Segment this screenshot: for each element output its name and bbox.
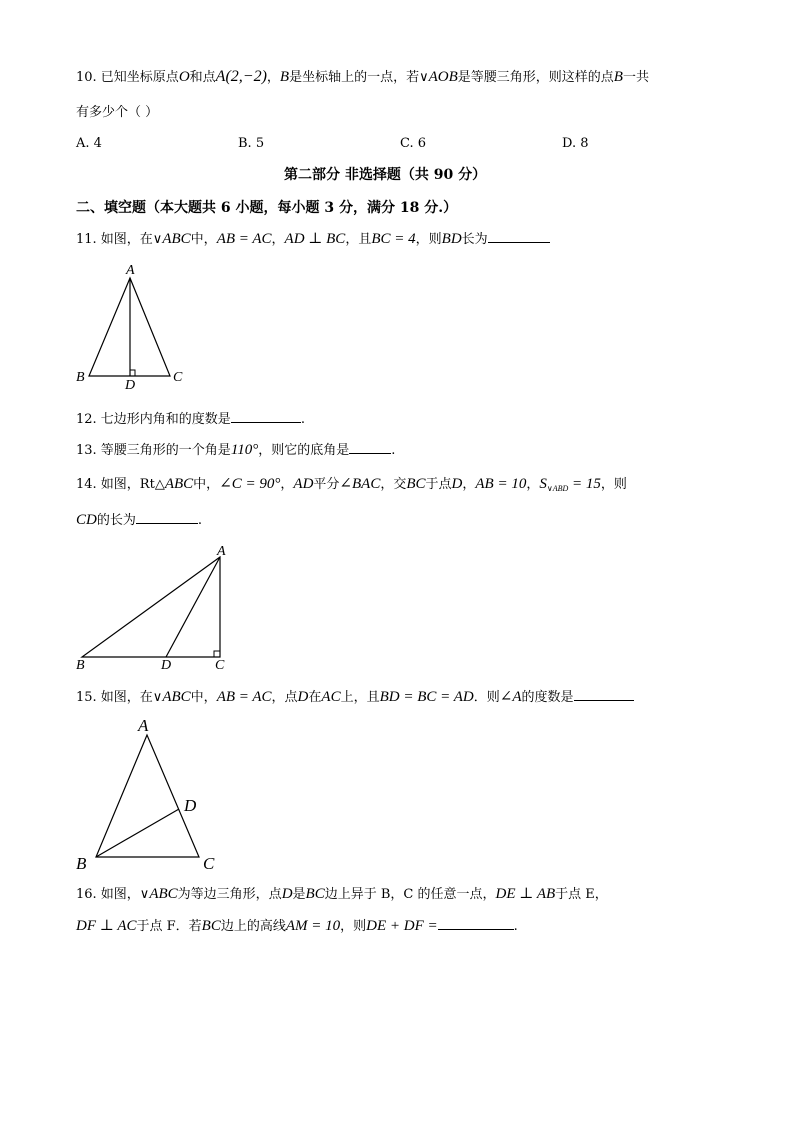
- q10-line2: 有多少个（ ）: [76, 105, 159, 120]
- fig11-label-d: D: [125, 378, 136, 393]
- fig15-label-d: D: [184, 796, 197, 815]
- fig15-label-a: A: [138, 716, 149, 735]
- q11-line: 11. 如图，在∨ABC中，AB = AC，AD ⊥ BC，且BC = 4，则BD长为: [76, 230, 550, 249]
- q10-line1: 10. 已知坐标原点O和点A(2,−2)，B是坐标轴上的一点，若∨AOB是等腰三角形，则这样的点B一共: [76, 68, 649, 85]
- q14-line1: 14. 如图，Rt△ABC中，∠C = 90°，AD平分∠BAC，交BC于点D，AB = 10，$S_{\vee ABD} = 15$，则: [76, 476, 627, 493]
- part2-title: 第二部分 非选择题（共 90 分）: [284, 167, 487, 183]
- fig11-label-c: C: [173, 370, 183, 385]
- fig14-label-d: D: [161, 658, 172, 673]
- q15-line: 15. 如图，在∨ABC中，AB = AC，点D在AC上，且BD = BC = AD．则∠A的度数是: [76, 688, 634, 707]
- q14-answer-blank[interactable]: [136, 511, 198, 524]
- q14-line2: CD的长为 .: [76, 512, 202, 528]
- q10-option-a: A. 4: [76, 136, 102, 151]
- fig11-label-b: B: [76, 370, 85, 385]
- q12-line: 12. 七边形内角和的度数是 .: [76, 412, 305, 427]
- q10-option-c: C. 6: [400, 136, 427, 151]
- q15-answer-blank[interactable]: [574, 688, 634, 701]
- fig14-triangle-abc: [82, 557, 220, 657]
- fig11-label-a: A: [126, 263, 135, 278]
- q13-line: 13. 等腰三角形的一个角是110°，则它的底角是 .: [76, 442, 396, 458]
- fig14-label-c: C: [215, 658, 225, 673]
- section2-title: 二、填空题（本大题共 6 小题，每小题 3 分，满分 18 分.）: [76, 200, 458, 216]
- q13-answer-blank[interactable]: [349, 441, 391, 454]
- q10-option-d: D. 8: [562, 136, 589, 151]
- fig15-segment-bd: [96, 809, 179, 857]
- fig11-right-angle-mark: [130, 370, 135, 376]
- fig15-label-b: B: [76, 854, 87, 873]
- fig14-bisector-ad: [166, 557, 220, 657]
- q16-answer-blank[interactable]: [438, 917, 514, 930]
- fig14-right-angle-mark: [214, 651, 220, 657]
- q12-answer-blank[interactable]: [231, 410, 301, 423]
- fig14-label-a: A: [217, 544, 226, 559]
- q16-line1: 16. 如图，∨ABC为等边三角形，点D是BC边上异于 B，C 的任意一点，DE ⊥ AB于点 E，: [76, 886, 608, 902]
- q10-option-b: B. 5: [238, 136, 265, 151]
- fig15-label-c: C: [203, 854, 215, 873]
- q16-line2: DF ⊥ AC于点 F．若BC边上的高线AM = 10，则DE + DF = .: [76, 918, 518, 934]
- fig14-label-b: B: [76, 658, 85, 673]
